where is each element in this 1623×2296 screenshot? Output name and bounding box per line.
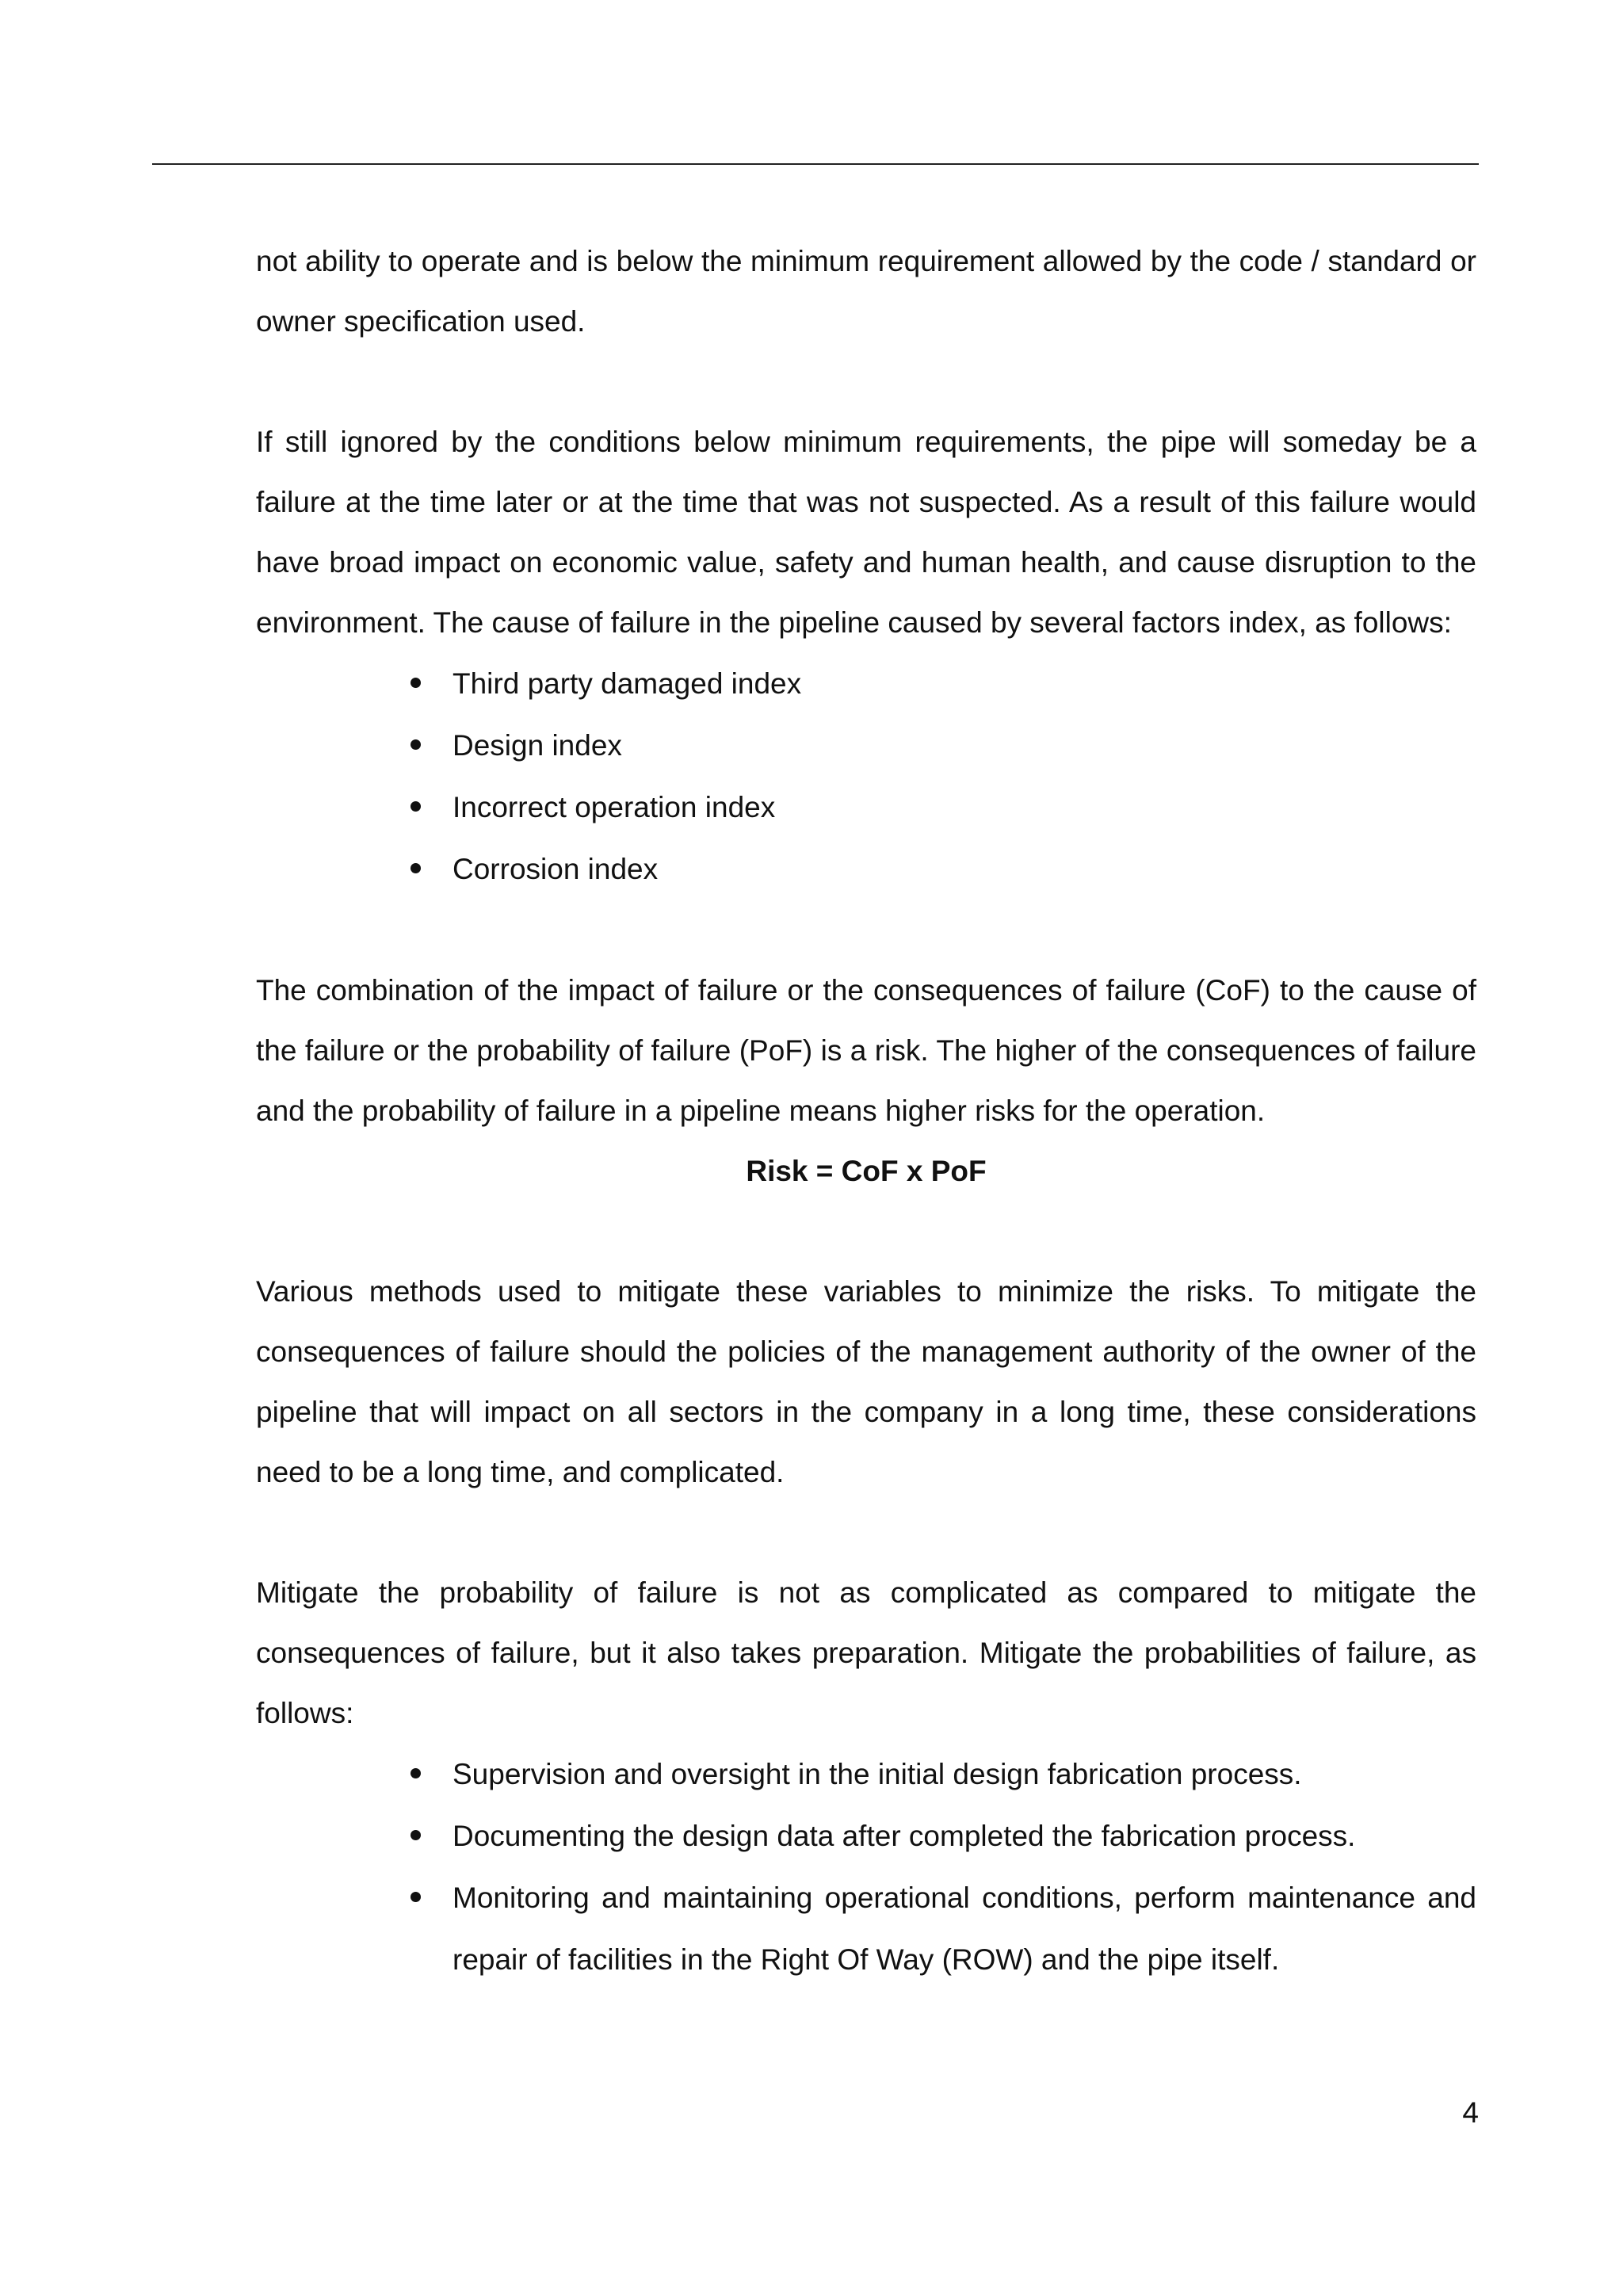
list-item <box>453 1867 1476 1991</box>
list-item-text: Design index <box>453 729 622 762</box>
list-item-text: Third party damaged index <box>453 667 802 700</box>
header-rule <box>152 163 1479 165</box>
paragraph-risk-definition: The combination of the impact of failure or the consequences of failure (CoF) to the cause of the failure or the probability of failure (PoF) is a risk. The higher of the consequences of failure and the probability of failure in a pipeline means higher risks for the operation. <box>256 974 1476 1127</box>
paragraph-mitigation-methods: Various methods used to mitigate these variables to minimize the risks. To mitigate the consequences of failure should the policies of the management authority of the owner of the pipeline that will impact on all sectors in the company in a long time, these considerations need to be a long time, and complicated. <box>256 1275 1476 1488</box>
paragraph-continuation: not ability to operate and is below the minimum requirement allowed by the code / standard or owner specification used. <box>256 245 1476 338</box>
paragraph-failure-causes: If still ignored by the conditions below minimum requirements, the pipe will someday be a failure at the time later or at the time that was not suspected. As a result of this failure would have broad impact on economic value, safety and human health, and cause disruption to the environment. The cause of failure in the pipeline caused by several factors index, as follows: <box>256 426 1476 639</box>
paragraph-gap <box>256 900 1476 961</box>
list-item <box>453 1744 1476 1805</box>
list-item <box>453 839 1476 900</box>
paragraph-gap <box>256 1503 1476 1563</box>
page-number: 4 <box>1462 2096 1479 2129</box>
mitigation-list <box>256 1744 1476 1991</box>
list-item <box>453 653 1476 715</box>
list-item-text: Supervision and oversight in the initial design fabrication process. <box>453 1758 1302 1790</box>
paragraph-gap <box>256 1201 1476 1262</box>
failure-factors-list <box>256 653 1476 900</box>
list-item <box>453 715 1476 777</box>
list-item-text: Corrosion index <box>453 853 659 885</box>
list-item-text: Monitoring and maintaining operational conditions, perform maintenance and repair of facilities in the Right Of Way (ROW) and the pipe itself. <box>453 1881 1476 1976</box>
list-item-text: Documenting the design data after completed the fabrication process. <box>453 1820 1356 1852</box>
paragraph-gap <box>256 352 1476 412</box>
list-item-text: Incorrect operation index <box>453 791 776 823</box>
list-item <box>453 777 1476 839</box>
list-item <box>453 1805 1476 1867</box>
risk-formula: Risk = CoF x PoF <box>746 1155 987 1187</box>
document-body <box>256 231 1476 1991</box>
paragraph-mitigate-probability: Mitigate the probability of failure is not as complicated as compared to mitigate the consequences of failure, but it also takes preparation. Mitigate the probabilities of failure, as follows: <box>256 1576 1476 1729</box>
